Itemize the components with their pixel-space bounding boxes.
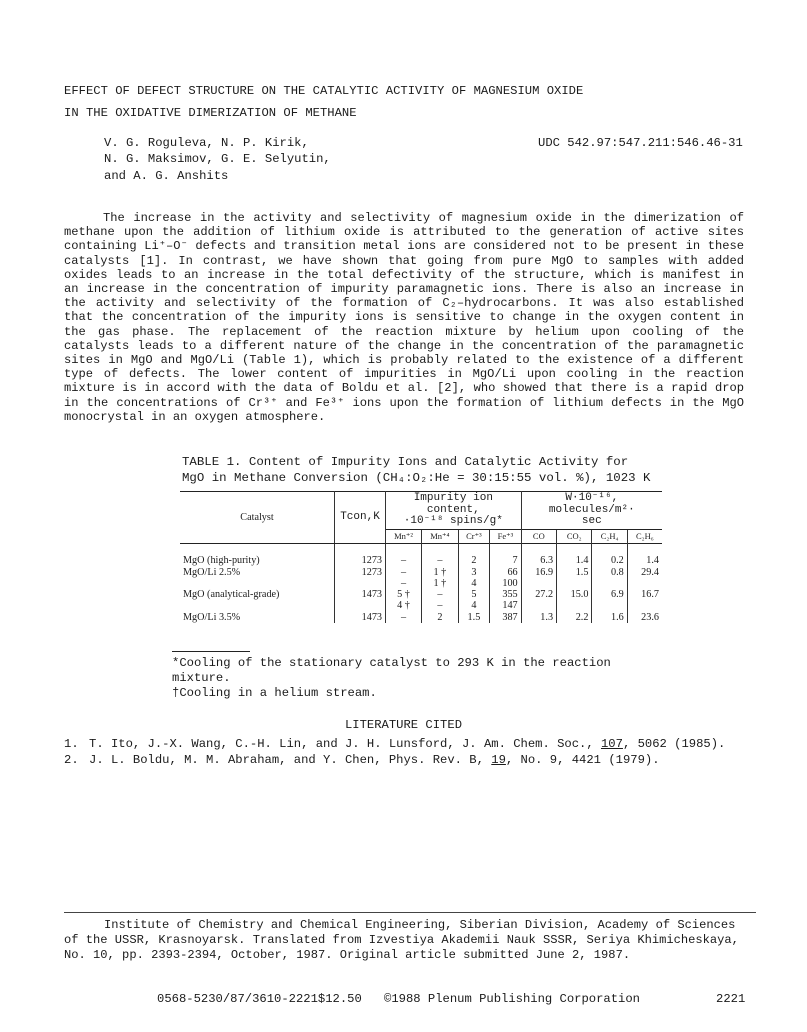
cell-catalyst [180, 578, 335, 589]
cell-tcon: 1473 [335, 612, 386, 623]
affiliation-text: Institute of Chemistry and Chemical Engineering, Siberian Division, Academy of Sciences of the USSR, Krasnoyarsk. Translated from Izvestiya Akademii Nauk SSSR, Seriya Khimicheskaya, No. 10, pp. 2393-2394, October, 1987. Original article submitted June 2, 1987. [64, 918, 739, 963]
cell-c2h4: 0.2 [592, 555, 627, 566]
copyright-line: ©1988 Plenum Publishing Corporation [384, 992, 640, 1006]
title-line-1: EFFECT OF DEFECT STRUCTURE ON THE CATALYTIC ACTIVITY OF MAGNESIUM OXIDE [64, 84, 584, 98]
author-line-2: N. G. Maksimov, G. E. Selyutin, [104, 152, 331, 167]
body-text [64, 211, 744, 424]
table-row [180, 600, 662, 611]
cell-mn2: – [386, 567, 422, 578]
cell-mn2: – [386, 555, 422, 566]
cell-co: 16.9 [521, 567, 556, 578]
cell-mn2: 4 † [386, 600, 422, 611]
cell-tcon [335, 578, 386, 589]
cell-mn2: – [386, 612, 422, 623]
cell-co2: 1.4 [557, 555, 592, 566]
col-c2h4: C₂H₄ [592, 529, 627, 543]
cell-c2h4 [592, 600, 627, 611]
group-impurity-line-1: Impurity ion content, [413, 492, 493, 516]
cell-catalyst: MgO (high-purity) [183, 555, 260, 567]
col-mn4: Mn⁺⁴ [422, 529, 459, 543]
cell-c2h6: 29.4 [627, 567, 662, 578]
reference-number: 2. [64, 752, 79, 767]
table-row [180, 589, 662, 600]
cell-fe3: 387 [490, 612, 521, 623]
cell-c2h6 [627, 578, 662, 589]
cell-fe3: 100 [490, 578, 521, 589]
cell-mn4: – [422, 589, 459, 600]
cell-mn4: 2 [422, 612, 459, 623]
reference-list [64, 737, 764, 768]
table-row [180, 612, 662, 623]
cell-co2: 15.0 [557, 589, 592, 600]
col-fe3: Fe⁺³ [490, 529, 521, 543]
cell-catalyst [180, 600, 335, 611]
cell-co: 6.3 [521, 555, 556, 566]
table-row [180, 567, 662, 578]
reference-text: J. L. Boldu, M. M. Abraham, and Y. Chen, Phys. Rev. B, [89, 752, 484, 767]
cell-cr3: 2 [458, 555, 489, 566]
reference-number: 1. [64, 737, 79, 751]
reference-item [64, 737, 764, 753]
cell-c2h4: 1.6 [592, 612, 627, 623]
cell-co [521, 600, 556, 611]
col-cr3: Cr⁺³ [458, 529, 489, 543]
cell-mn2: – [386, 578, 422, 589]
cell-tcon [335, 600, 386, 611]
cell-catalyst: MgO (analytical-grade) [183, 589, 280, 601]
table-footnotes [172, 656, 642, 701]
reference-volume: 19 [491, 752, 506, 767]
cell-c2h6: 23.6 [627, 612, 662, 623]
cell-co [521, 578, 556, 589]
title-line-2: IN THE OXIDATIVE DIMERIZATION OF METHANE [64, 106, 357, 120]
cell-tcon: 1273 [335, 555, 386, 566]
cell-catalyst: MgO/Li 2.5% [183, 566, 241, 578]
cell-c2h6: 1.4 [627, 555, 662, 566]
cell-co2: 1.5 [557, 567, 592, 578]
cell-mn4: 1 † [422, 567, 459, 578]
reference-volume: 107 [600, 737, 623, 751]
table-row [180, 578, 662, 589]
reference-text: T. Ito, J.-X. Wang, C.-H. Lin, and J. H. Lunsford, J. Am. Chem. Soc., [89, 737, 594, 751]
table-caption [182, 454, 662, 486]
table-row [180, 555, 662, 566]
reference-pages: , No. 9, 4421 (1979). [505, 752, 660, 767]
cell-c2h4: 6.9 [592, 589, 627, 600]
affiliation-note [64, 918, 756, 964]
author-line-3: and A. G. Anshits [104, 168, 229, 183]
cell-c2h4 [592, 578, 627, 589]
footnote-rule [172, 651, 250, 652]
col-co: CO [521, 529, 556, 543]
cell-c2h6 [627, 600, 662, 611]
cell-cr3: 1.5 [458, 612, 489, 623]
group-activity-line-1: W·10⁻¹⁶, molecules/m²· [548, 492, 635, 516]
reference-pages: , 5062 (1985). [622, 737, 726, 751]
col-mn2: Mn⁺² [386, 529, 422, 543]
footnote-1-line-2: mixture. [172, 671, 231, 685]
cell-cr3: 4 [458, 600, 489, 611]
page-number: 2221 [716, 992, 746, 1006]
cell-tcon: 1473 [335, 589, 386, 600]
article-code: 0568-5230/87/3610-2221$12.50 [157, 992, 362, 1006]
cell-co2 [557, 600, 592, 611]
cell-mn4: – [422, 555, 459, 566]
cell-tcon: 1273 [335, 567, 386, 578]
body-paragraph: The increase in the activity and selectivity of magnesium oxide in the dimerization of methane upon the addition of lithium oxide is attributed to the generation of active sites containing Li⁺–O⁻ defects and transition metal ions are considered not to be present in these catalysts [1]. In contrast, we have shown that going from pure MgO to samples with added oxides leads to an increase in the total defectivity of the structure, which is manifest in an increase in the concentration of impurity paramagnetic ions. There is also an increase in the activity and selectivity of the formation of C₂–hydrocarbons. It was also established that the concentration of the impurity ions is sensitive to change in the oxygen content in the gas phase. The replacement of the reaction mixture by helium upon cooling of the catalysts leads to a different nature of the change in the concentration of the paramagnetic sites in MgO and MgO/Li (Table 1), which is probably related to the existence of a different type of defects. The lower content of impurities in MgO/Li upon cooling in the reaction mixture is in accord with the data of Boldu et al. [2], who showed that there is a rapid drop in the concentrations of Cr³⁺ and Fe³⁺ ions upon the formation of lithium defects in the MgO monocrystal in an oxygen atmosphere. [64, 211, 744, 424]
cell-mn2: 5 † [386, 589, 422, 600]
cell-c2h6: 16.7 [627, 589, 662, 600]
cell-fe3: 7 [490, 555, 521, 566]
cell-cr3: 3 [458, 567, 489, 578]
footnote-1-line-1: *Cooling of the stationary catalyst to 293 K in the reaction [172, 656, 611, 670]
article-title [64, 84, 764, 128]
group-impurity-header [386, 492, 522, 530]
col-tcon: Tcon,K [335, 492, 386, 544]
group-activity-line-2: sec [581, 515, 602, 528]
literature-heading: LITERATURE CITED [344, 718, 463, 732]
udc-code: UDC 542.97:547.211:546.46-31 [538, 136, 743, 150]
author-list [104, 136, 404, 185]
group-activity-header [521, 492, 662, 530]
reference-item [64, 753, 764, 769]
col-catalyst: Catalyst [180, 492, 335, 544]
footer-rule [64, 912, 756, 913]
col-co2: CO₂ [557, 529, 592, 543]
cell-cr3: 4 [458, 578, 489, 589]
cell-mn4: 1 † [422, 578, 459, 589]
cell-c2h4: 0.8 [592, 567, 627, 578]
cell-cr3: 5 [458, 589, 489, 600]
cell-co2 [557, 578, 592, 589]
cell-co: 1.3 [521, 612, 556, 623]
footnote-2: †Cooling in a helium stream. [172, 686, 377, 700]
cell-co: 27.2 [521, 589, 556, 600]
author-line-1: V. G. Roguleva, N. P. Kirik, [104, 136, 309, 150]
impurity-table [180, 491, 662, 623]
cell-fe3: 66 [490, 567, 521, 578]
cell-mn4: – [422, 600, 459, 611]
cell-fe3: 147 [490, 600, 521, 611]
cell-co2: 2.2 [557, 612, 592, 623]
table-caption-line-1: TABLE 1. Content of Impurity Ions and Catalytic Activity for [182, 455, 629, 469]
cell-catalyst: MgO/Li 3.5% [183, 611, 241, 623]
cell-fe3: 355 [490, 589, 521, 600]
col-c2h6: C₂H₆ [627, 529, 662, 543]
table-caption-line-2: MgO in Methane Conversion (CH₄:O₂:He = 30:15:55 vol. %), 1023 K [182, 471, 651, 485]
group-impurity-line-2: ·10⁻¹⁸ spins/g* [403, 515, 503, 528]
